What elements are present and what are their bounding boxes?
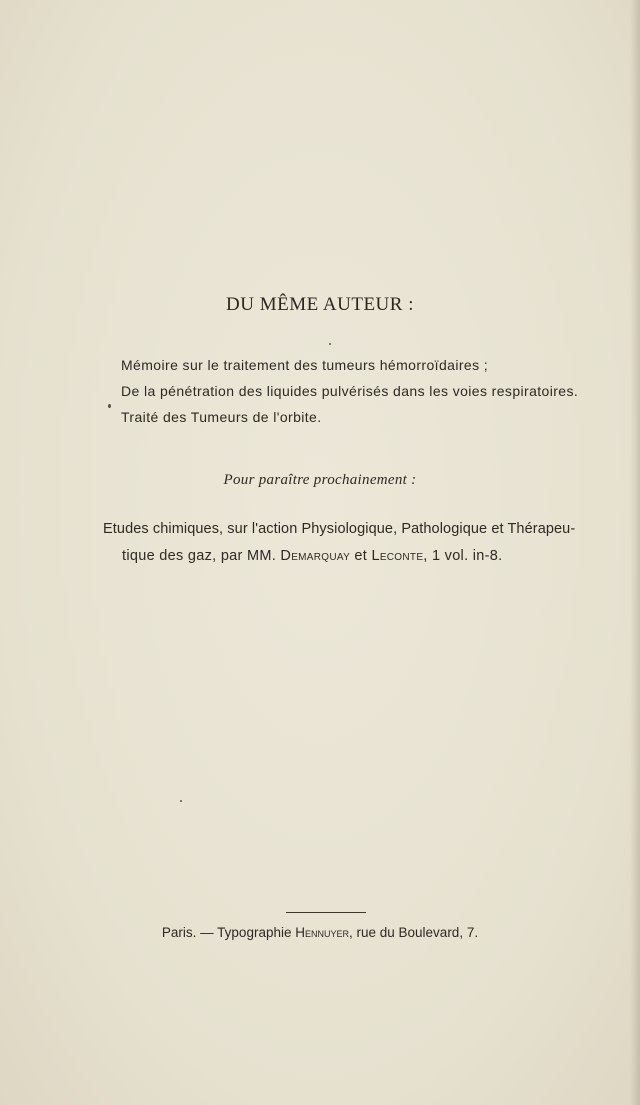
- forthcoming-line-2-end: , 1 vol. in-8.: [423, 548, 503, 564]
- works-list-item: De la pénétration des liquides pulvérisés dans les voies respiratoires.: [121, 383, 579, 399]
- printer-name: Hennuyer: [295, 925, 349, 940]
- page-heading: DU MÊME AUTEUR :: [226, 294, 414, 315]
- forthcoming-line-2-conjunction: et: [350, 548, 372, 564]
- works-list-item: Mémoire sur le traitement des tumeurs hémorroïdaires ;: [121, 357, 489, 373]
- forthcoming-line-1: Etudes chimiques, sur l'action Physiologique, Pathologique et Thérapeu-: [103, 521, 576, 537]
- imprint-start: Paris. — Typographie: [161, 925, 296, 940]
- imprint-rule: [286, 912, 366, 913]
- author-name-demarquay: Demarquay: [280, 548, 351, 564]
- forthcoming-label: Pour paraître prochainement :: [223, 472, 417, 488]
- imprint-end: , rue du Boulevard, 7.: [349, 925, 479, 940]
- ink-speck: [108, 404, 111, 408]
- printer-imprint: [0, 925, 640, 940]
- works-list-item: Traité des Tumeurs de l'orbite.: [121, 409, 322, 425]
- ink-speck: [180, 800, 182, 802]
- works-list: [121, 352, 621, 430]
- author-name-leconte: Leconte: [371, 548, 424, 564]
- ink-speck: [329, 343, 331, 345]
- forthcoming-line-2: [122, 548, 502, 564]
- forthcoming-line-2-start: tique des gaz, par MM.: [122, 548, 281, 564]
